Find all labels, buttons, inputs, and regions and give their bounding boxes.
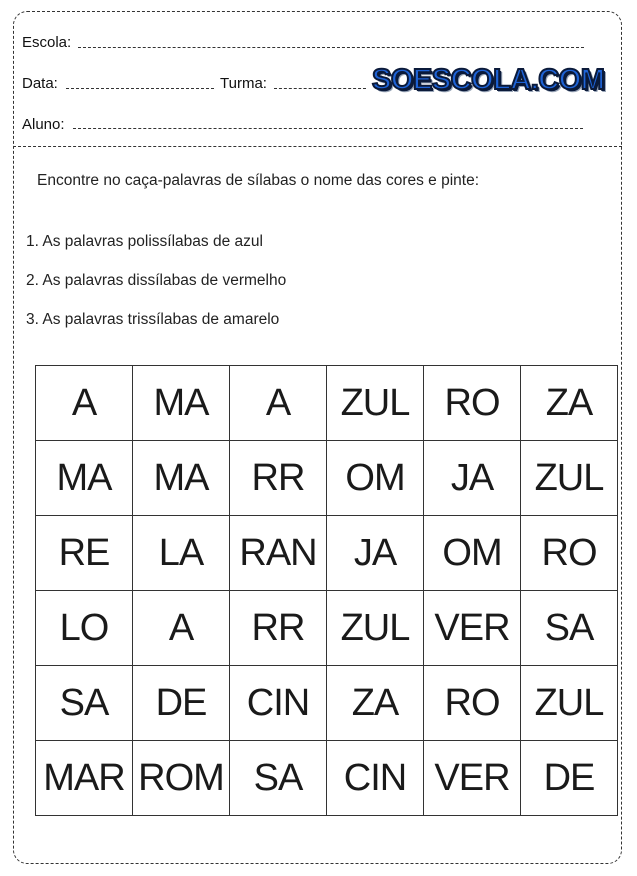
aluno-field[interactable] bbox=[73, 128, 583, 129]
grid-cell[interactable]: LO bbox=[36, 591, 133, 666]
grid-cell[interactable]: SA bbox=[36, 666, 133, 741]
soescola-logo: SOESCOLA.COM bbox=[372, 64, 605, 96]
instruction-item-3: 3. As palavras trissílabas de amarelo bbox=[26, 311, 280, 328]
grid-cell[interactable]: DE bbox=[133, 666, 230, 741]
data-field[interactable] bbox=[66, 88, 214, 89]
grid-cell[interactable]: VER bbox=[424, 591, 521, 666]
escola-label: Escola: bbox=[22, 34, 72, 51]
grid-cell[interactable]: MAR bbox=[36, 741, 133, 816]
grid-cell[interactable]: OM bbox=[327, 441, 424, 516]
grid-row bbox=[36, 666, 618, 741]
grid-cell[interactable]: OM bbox=[424, 516, 521, 591]
grid-cell[interactable]: LA bbox=[133, 516, 230, 591]
grid-cell[interactable]: SA bbox=[230, 741, 327, 816]
grid-cell[interactable]: CIN bbox=[230, 666, 327, 741]
grid-cell[interactable]: DE bbox=[521, 741, 618, 816]
grid-cell[interactable]: A bbox=[230, 366, 327, 441]
grid-cell[interactable]: RO bbox=[424, 666, 521, 741]
grid-cell[interactable]: ZUL bbox=[521, 666, 618, 741]
grid-row bbox=[36, 366, 618, 441]
grid-cell[interactable]: MA bbox=[36, 441, 133, 516]
data-label: Data: bbox=[22, 75, 58, 92]
grid-cell[interactable]: ZUL bbox=[327, 366, 424, 441]
grid-cell[interactable]: RR bbox=[230, 591, 327, 666]
syllable-grid bbox=[35, 365, 618, 816]
grid-cell[interactable]: ZA bbox=[327, 666, 424, 741]
aluno-label: Aluno: bbox=[22, 116, 65, 133]
turma-label: Turma: bbox=[220, 75, 267, 92]
grid-cell[interactable]: RAN bbox=[230, 516, 327, 591]
grid-cell[interactable]: A bbox=[36, 366, 133, 441]
grid-cell[interactable]: JA bbox=[424, 441, 521, 516]
grid-row bbox=[36, 516, 618, 591]
grid-cell[interactable]: ZUL bbox=[327, 591, 424, 666]
turma-field[interactable] bbox=[274, 88, 366, 89]
grid-cell[interactable]: JA bbox=[327, 516, 424, 591]
grid-cell[interactable]: MA bbox=[133, 366, 230, 441]
grid-cell[interactable]: CIN bbox=[327, 741, 424, 816]
grid-row bbox=[36, 591, 618, 666]
grid-cell[interactable]: VER bbox=[424, 741, 521, 816]
grid-cell[interactable]: SA bbox=[521, 591, 618, 666]
grid-cell[interactable]: MA bbox=[133, 441, 230, 516]
header-divider bbox=[13, 146, 622, 147]
instruction-text: Encontre no caça-palavras de sílabas o nome das cores e pinte: bbox=[37, 172, 480, 189]
instruction-item-1: 1. As palavras polissílabas de azul bbox=[26, 233, 263, 250]
grid-cell[interactable]: ZA bbox=[521, 366, 618, 441]
grid-cell[interactable]: RE bbox=[36, 516, 133, 591]
grid-cell[interactable]: ROM bbox=[133, 741, 230, 816]
grid-row bbox=[36, 741, 618, 816]
grid-cell[interactable]: ZUL bbox=[521, 441, 618, 516]
escola-field[interactable] bbox=[78, 47, 584, 48]
grid-cell[interactable]: RR bbox=[230, 441, 327, 516]
instruction-item-2: 2. As palavras dissílabas de vermelho bbox=[26, 272, 287, 289]
grid-cell[interactable]: A bbox=[133, 591, 230, 666]
grid-cell[interactable]: RO bbox=[424, 366, 521, 441]
grid-cell[interactable]: RO bbox=[521, 516, 618, 591]
grid-row bbox=[36, 441, 618, 516]
